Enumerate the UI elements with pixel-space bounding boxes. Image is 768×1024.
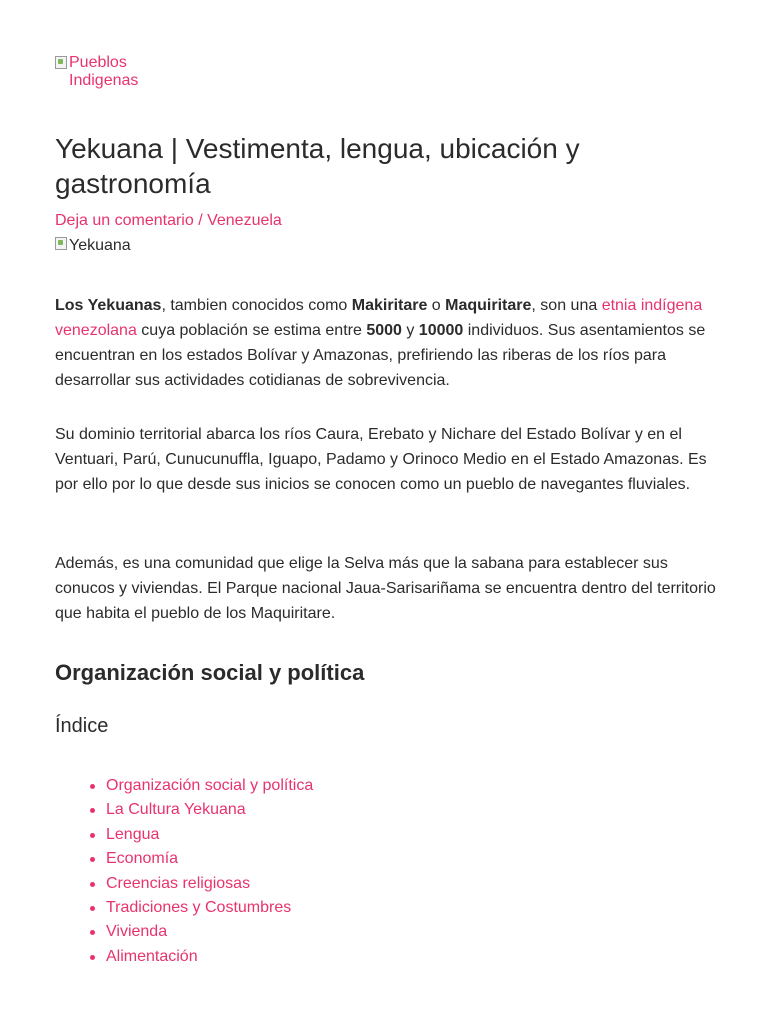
- toc-item[interactable]: [106, 798, 313, 822]
- paragraph-text: o: [427, 297, 446, 314]
- featured-image: [55, 235, 131, 257]
- site-logo-alt-text: Pueblos Indigenas: [69, 54, 139, 89]
- toc-link[interactable]: Vivienda: [106, 923, 168, 941]
- paragraph-text: cuya población se estima entre: [136, 322, 367, 339]
- category-link[interactable]: Venezuela: [207, 212, 282, 229]
- toc-item[interactable]: [106, 774, 313, 798]
- toc-link[interactable]: Tradiciones y Costumbres: [106, 899, 292, 917]
- bold-text: Makiritare: [351, 297, 428, 314]
- paragraph-text: individuos. Sus asentamientos se encuentran en los estados Bolívar y Amazonas, prefiriendo las riberas de los ríos para desarrollar sus actividades cotidianas de sobrevivencia.: [55, 322, 706, 389]
- bold-text: Los Yekuanas: [55, 297, 162, 314]
- bold-text: 5000: [366, 322, 402, 339]
- toc-link[interactable]: Creencias religiosas: [106, 874, 251, 892]
- intro-paragraph: [55, 293, 725, 393]
- toc-item[interactable]: [106, 896, 313, 920]
- featured-image-alt-text: Yekuana: [69, 237, 131, 254]
- site-logo-link[interactable]: [55, 54, 175, 90]
- toc-item[interactable]: [106, 823, 313, 847]
- paragraph-text: , son una: [531, 297, 602, 314]
- toc-link[interactable]: Organización social y política: [106, 777, 314, 794]
- bold-text: Maquiritare: [445, 297, 532, 314]
- etnia-link[interactable]: etnia indígena venezolana: [55, 297, 703, 339]
- article-meta: [55, 210, 282, 232]
- toc-link[interactable]: La Cultura Yekuana: [106, 801, 246, 819]
- article-title: Yekuana | Vestimenta, lengua, ubicación y gastronomía: [55, 133, 580, 199]
- paragraph-text: , tambien conocidos como: [161, 297, 352, 314]
- toc-title: Índice: [55, 715, 109, 737]
- comment-link[interactable]: Deja un comentario: [55, 212, 194, 229]
- toc-item[interactable]: [106, 945, 313, 969]
- toc-link[interactable]: Lengua: [106, 825, 160, 843]
- bold-text: 10000: [418, 322, 464, 339]
- habitat-paragraph: Además, es una comunidad que elige la Selva más que la sabana para establecer sus conucos y viviendas. El Parque nacional Jaua-Sarisariñama se encuentra dentro del territorio que habita el pueblo de los Maquiritare.: [55, 555, 716, 622]
- toc-item[interactable]: [106, 920, 313, 944]
- section-heading: Organización social y política: [55, 660, 365, 685]
- toc-item[interactable]: [106, 872, 313, 896]
- table-of-contents: [55, 774, 313, 969]
- broken-image-icon: [55, 56, 67, 69]
- toc-link[interactable]: Economía: [106, 850, 179, 868]
- toc-item[interactable]: [106, 847, 313, 871]
- meta-separator: /: [193, 212, 208, 229]
- territory-paragraph: Su dominio territorial abarca los ríos Caura, Erebato y Nichare del Estado Bolívar y en el Ventuari, Parú, Cunucunuffla, Iguapo, Padamo y Orinoco Medio en el Estado Amazonas. Es por ello por lo que desde sus inicios se conocen como un pueblo de navegantes fluviales.: [55, 426, 707, 493]
- broken-image-icon: [55, 237, 67, 250]
- toc-link[interactable]: Alimentación: [106, 947, 198, 965]
- paragraph-text: y: [401, 322, 419, 339]
